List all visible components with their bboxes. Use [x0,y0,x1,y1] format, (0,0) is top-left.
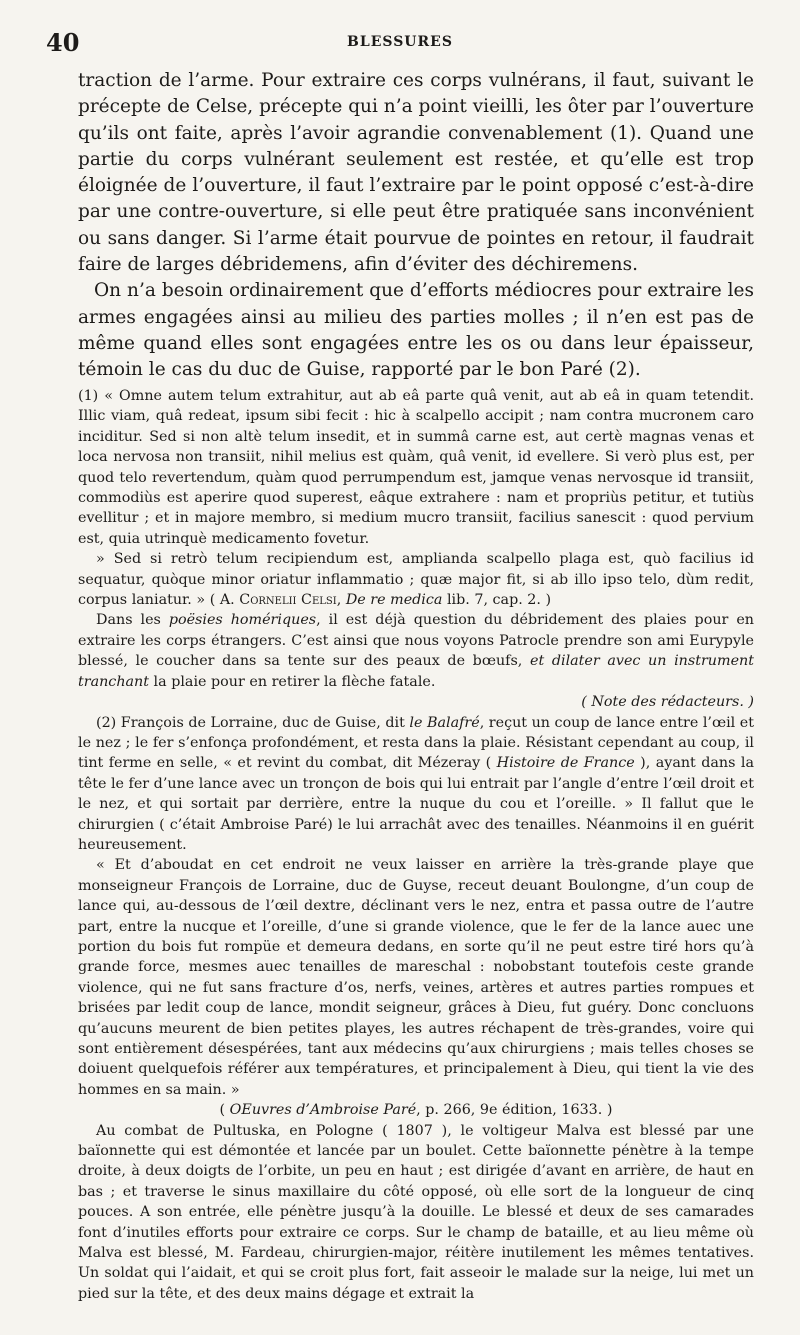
footnotes [78,386,754,1304]
footnote-1-latin-cont [78,549,754,610]
main-text [78,68,754,384]
paragraph: traction de l’arme. Pour extraire ces corps vulnérans, il faut, suivant le précepte de Celse, précepte qui n’a point vieilli, les ôter par l’ouverture qu’ils ont faite, après l’avoir agrandie convenablement (1). Quand une partie du corps vulnérant seulement est restée, et qu’elle est trop éloignée de l’ouverture, il faut l’extraire par le point opposé c’est-à-dire par une contre-ouverture, si elle peut être pratiquée sans inconvénient ou sans danger. Si l’arme était pourvue de pointes en retour, il faudrait faire de larges débridemens, afin d’éviter des déchiremens. [78,70,754,276]
footnote-1-latin: (1) « Omne autem telum extrahitur, aut ab eâ parte quâ venit, aut ab eâ in quam tetendit. Illic viam, quâ redeat, ipsum sibi fecit : hic à scalpello accipit ; nam contra mucronem caro inciditur. Sed si non altè telum insedit, et in summâ carne est, aut certè magnas venas et loca nervosa non transiit, nihil melius est quàm, quâ venit, id evellere. Si verò plus est, per quod telo revertendum, quàm quod perrumpendum est, jamque venas nervosque id transiit, commodiùs est aperire quod superest, eâque extrahere : nam et propriùs petitur, et tutiùs evellitur ; et in majore membro, si medium mucro transiit, facilius sanescit : quod pervium est, quia utrinquè medicamento fovetur. [78,388,754,547]
footnote-2: (2) François de Lorraine, duc de Guise, dit le Balafré, reçut un coup de lance entre l’œil et le nez ; le fer s’enfonça profondément, et resta dans la plaie. Résistant cependant au coup, il tint ferme en selle, « et revint du combat, dit Mézeray ( Histoire de France ), ayant dans la tête le fer d’une lance avec un tronçon de bois qui lui entrait par l’angle d’entre l’œil droit et le nez, et qui sortait par derrière, entre la nuque du cou et l’oreille. » Il fallut que le chirurgien ( c’était Ambroise Paré) le lui arrachât avec des tenailles. Néanmoins il en guérit heureusement. [78,714,755,853]
page-header [46,22,754,62]
page-number: 40 [46,28,80,57]
citation: ( A. Cornelii Celsi, De re medica lib. 7, cap. 2. ) [209,592,552,609]
pare-reference: ( OEuvres d’Ambroise Paré, p. 266, 9e édition, 1633. ) [219,1102,613,1119]
editors-note: ( Note des rédacteurs. ) [581,694,754,711]
pare-quote: « Et d’aboudat en cet endroit ne veux laisser en arrière la très-grande playe que monseigneur François de Lorraine, duc de Guyse, receut deuant Boulongne, d’un coup de lance qui, au-dessous de l’œil dextre, déclinant vers le nez, entra et passa outre de l’autre part, entre la nucque et l’oreille, d’une si grande violence, que le fer de la lance auec une portion du bois fut rompüe et demeura dedans, en sorte qu’il ne peut estre tiré hors qu’à grande force, mesmes auec tenailles de mareschal : nobobstant toutefois ceste grande violence, qui ne fut sans fracture d’os, nerfs, veines, artères et autres parties rompues et brisées par ledit coup de lance, mondit seigneur, grâces à Dieu, fut guéry. Donc concluons qu’aucuns meurent de bien petites playes, les autres réchapent de très-grandes, voire qui sont entièrement désespérées, tant aux médecins qu’aux chirurgiens ; mais telles choses se doiuent quelquefois référer aux températures, et principalement à Dieu, qui tient la vie des hommes en sa main. » [78,857,754,1098]
malva-case: Au combat de Pultuska, en Pologne ( 1807 ), le voltigeur Malva est blessé par une baïonnette qui est démontée et lancée par un boulet. Cette baïonnette pénètre à la tempe droite, à deux doigts de l’orbite, un peu en haut ; est dirigée d’avant en arrière, de haut en bas ; et traverse le sinus maxillaire du côté opposé, où elle sort de la longueur de cinq pouces. A son entrée, elle pénètre jusqu’à la douille. Le blessé et deux de ses camarades font d’inutiles efforts pour extraire ce corps. Sur le champ de bataille, et au lieu même où Malva est blessé, M. Fardeau, chirurgien-major, réitère inutilement les mêmes tentatives. Un soldat qui l’aidait, et qui se croit plus fort, fait asseoir le malade sur la neige, lui met un pied sur la tête, et des deux mains dégage et extrait la [78,1122,754,1302]
footnote-1-commentary: Dans les poësies homériques, il est déjà question du débridement des plaies pour en extraire les corps étrangers. C’est ainsi que nous voyons Patrocle prendre son ami Eurypyle blessé, le coucher dans sa tente sur des peaux de bœufs, et dilater avec un instrument tranchant la plaie pour en retirer la flèche fatale. [78,612,754,690]
latin-text: » Sed si retrò telum recipiendum est, amplianda scalpello plaga est, quò facilius id sequatur, quòque minor oriatur inflammatio ; quæ major fit, si ab illo ipso telo, dùm redit, corpus laniatur. » [78,551,754,609]
paragraph: On n’a besoin ordinairement que d’efforts médiocres pour extraire les armes engagées ainsi au milieu des parties molles ; il n’en est pas de même quand elles sont engagées entre les os ou dans leur épaisseur, témoin le cas du duc de Guise, rapporté par le bon Paré (2). [78,280,754,381]
running-head: BLESSURES [347,34,453,50]
